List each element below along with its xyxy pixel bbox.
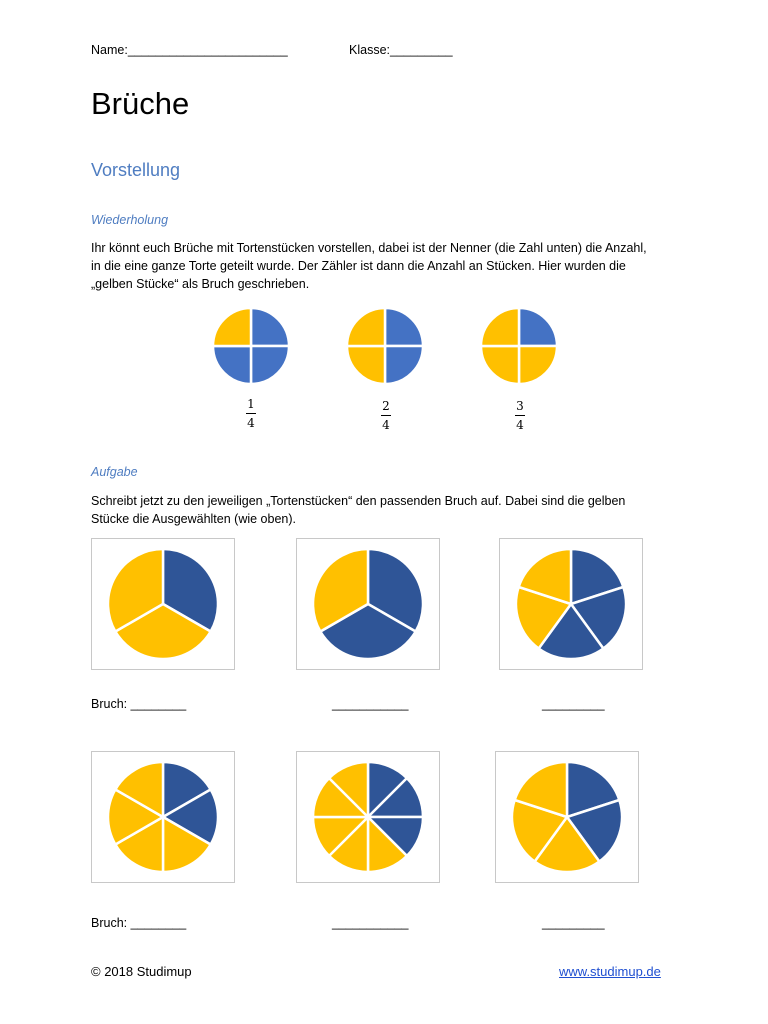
pie-slice-blue [385, 308, 423, 346]
answer-blank[interactable]: Bruch: ________ [91, 697, 187, 711]
review-line: „gelben Stücke“ als Bruch geschrieben. [91, 277, 310, 291]
answer-blank[interactable]: ___________ [332, 697, 409, 711]
numerator: 1 [247, 397, 255, 411]
exercise-pie-box [91, 751, 235, 883]
task-heading: Aufgabe [91, 465, 138, 479]
pie-slice-blue [251, 346, 289, 384]
exercise-pie-box [296, 538, 440, 670]
review-line: Ihr könnt euch Brüche mit Tortenstücken vorstellen, dabei ist der Nenner (die Zahl unten) die Anzahl, [91, 241, 647, 255]
pie-slice-yellow [213, 308, 251, 346]
example-fraction [231, 397, 271, 430]
pie-slice-yellow [347, 308, 385, 346]
exercise-pie-box [296, 751, 440, 883]
exercise-pie-box [91, 538, 235, 670]
footer-copyright: © 2018 Studimup [91, 964, 192, 979]
example-pie [481, 308, 557, 384]
review-paragraph [91, 239, 701, 293]
pie-slice-blue [213, 346, 251, 384]
pie-slice-blue [385, 346, 423, 384]
fraction-bar [381, 415, 391, 416]
pie-slice-yellow [481, 346, 519, 384]
denominator: 4 [382, 418, 390, 432]
review-line: in die eine ganze Torte geteilt wurde. Der Zähler ist dann die Anzahl an Stücken. Hier wurden die [91, 259, 626, 273]
task-line: Schreibt jetzt zu den jeweiligen „Tortenstücken“ den passenden Bruch auf. Dabei sind die gelben [91, 494, 626, 508]
example-pie [213, 308, 289, 384]
pie-chart [496, 752, 638, 882]
answer-blank[interactable]: ___________ [332, 916, 409, 930]
task-line: Stücke die Ausgewählten (wie oben). [91, 512, 296, 526]
section-heading: Vorstellung [91, 160, 181, 180]
denominator: 4 [247, 416, 255, 430]
review-heading: Wiederholung [91, 213, 169, 227]
pie-chart [500, 539, 642, 669]
pie-slice-yellow [347, 346, 385, 384]
example-fraction [366, 399, 406, 432]
answer-blank[interactable]: Bruch: ________ [91, 916, 187, 930]
answer-blank[interactable]: _________ [542, 697, 605, 711]
numerator: 3 [516, 399, 524, 413]
name-field-label: Name:_______________________ [91, 43, 288, 57]
pie-slice-blue [251, 308, 289, 346]
pie-chart [297, 752, 439, 882]
pie-chart [92, 752, 234, 882]
numerator: 2 [382, 399, 390, 413]
pie-chart [92, 539, 234, 669]
pie-slice-yellow [519, 346, 557, 384]
example-fraction [500, 399, 540, 432]
class-field-label: Klasse:_________ [349, 43, 453, 57]
footer-website-link[interactable]: www.studimup.de [559, 964, 661, 979]
exercise-pie-box [495, 751, 639, 883]
denominator: 4 [516, 418, 524, 432]
page-title: Brüche [91, 86, 190, 121]
pie-slice-blue [519, 308, 557, 346]
answer-blank[interactable]: _________ [542, 916, 605, 930]
example-pie [347, 308, 423, 384]
fraction-bar [515, 415, 525, 416]
exercise-pie-box [499, 538, 643, 670]
task-paragraph [91, 492, 701, 528]
fraction-bar [246, 413, 256, 414]
pie-chart [297, 539, 439, 669]
pie-slice-yellow [481, 308, 519, 346]
